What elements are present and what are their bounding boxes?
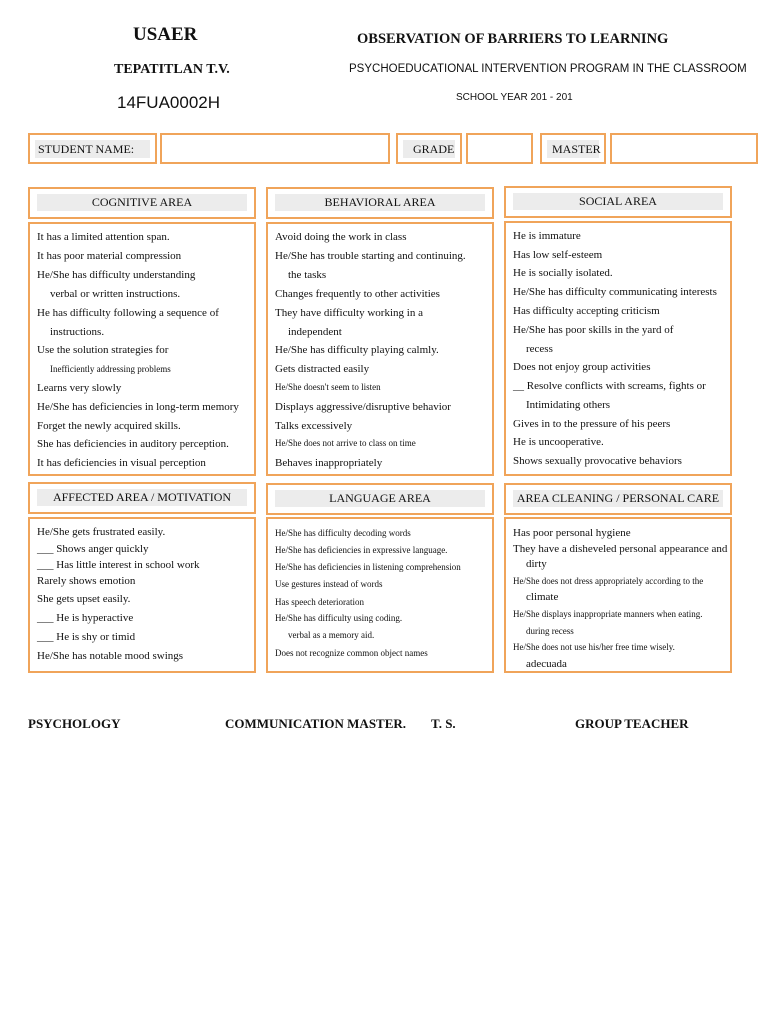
list-item: She has deficiencies in auditory perception. <box>37 438 229 450</box>
org-title: USAER <box>133 24 198 45</box>
list-item: independent <box>288 326 342 338</box>
list-item: dirty <box>526 558 547 570</box>
social-area-header <box>504 186 732 218</box>
list-item: ___ Has little interest in school work <box>37 559 200 571</box>
social-area-list <box>504 221 732 476</box>
list-item: It has poor material compression <box>37 250 182 262</box>
behavioral-area-list <box>266 222 494 476</box>
list-item: Use the solution strategies for <box>37 344 169 356</box>
master-label: MASTER <box>547 140 599 158</box>
list-item: climate <box>526 591 559 603</box>
list-item: Avoid doing the work in class <box>275 231 407 243</box>
list-item: __ Resolve conflicts with screams, fights or <box>513 380 706 392</box>
cognitive-area-list <box>28 222 256 476</box>
school-code: 14FUA0002H <box>117 93 221 112</box>
list-item: He is socially isolated. <box>513 267 613 279</box>
master-field[interactable] <box>610 133 758 164</box>
list-item: He/She has trouble starting and continuing. <box>275 250 466 262</box>
care-area-header <box>504 483 732 515</box>
list-item: Inefficiently addressing problems <box>50 364 171 374</box>
list-item: He/She has notable mood swings <box>37 650 184 662</box>
list-item: verbal as a memory aid. <box>288 630 375 640</box>
list-item: the tasks <box>288 269 327 281</box>
language-area-title: LANGUAGE AREA <box>275 490 485 507</box>
grade-label: GRADE <box>403 140 455 158</box>
list-item: He is immature <box>513 230 581 242</box>
list-item: Changes frequently to other activities <box>275 288 440 300</box>
language-area-list <box>266 517 494 673</box>
list-item: He is uncooperative. <box>513 436 604 448</box>
behavioral-area-header <box>266 187 494 219</box>
list-item: They have a disheveled personal appearance and <box>513 543 728 555</box>
list-item: Behaves inappropriately <box>275 457 383 469</box>
school-year: SCHOOL YEAR 201 - 201 <box>456 92 573 103</box>
signature-communication-master: COMMUNICATION MASTER. <box>225 716 407 731</box>
social-area-title: SOCIAL AREA <box>513 193 723 210</box>
list-item: Forget the newly acquired skills. <box>37 420 181 432</box>
list-item: Shows sexually provocative behaviors <box>513 455 682 467</box>
list-item: He/She has deficiencies in expressive language. <box>275 545 448 555</box>
master-label-box <box>540 133 606 164</box>
list-item: verbal or written instructions. <box>50 288 181 300</box>
signature-ts: T. S. <box>431 716 456 731</box>
cognitive-area-title: COGNITIVE AREA <box>37 194 247 211</box>
student-name-field[interactable] <box>160 133 390 164</box>
list-item: Talks excessively <box>275 420 353 432</box>
document-title: OBSERVATION OF BARRIERS TO LEARNING <box>357 31 669 47</box>
list-item: ___ Shows anger quickly <box>37 543 149 555</box>
list-item: Rarely shows emotion <box>37 575 136 587</box>
list-item: Has low self-esteem <box>513 249 603 261</box>
care-area-title: AREA CLEANING / PERSONAL CARE <box>513 490 723 507</box>
list-item: during recess <box>526 626 574 636</box>
list-item: He/She has poor skills in the yard of <box>513 324 674 336</box>
list-item: instructions. <box>50 326 105 338</box>
location-label: TEPATITLAN T.V. <box>114 62 230 77</box>
affected-area-list <box>28 517 256 673</box>
student-name-label: STUDENT NAME: <box>35 140 150 158</box>
care-area-list <box>504 517 732 673</box>
list-item: He has difficulty following a sequence of <box>37 307 219 319</box>
list-item: Does not enjoy group activities <box>513 361 651 373</box>
list-item: He/She does not dress appropriately according to the <box>513 576 704 586</box>
list-item: Intimidating others <box>526 399 611 411</box>
list-item: adecuada <box>526 658 567 670</box>
affected-area-header <box>28 482 256 514</box>
list-item: Has poor personal hygiene <box>513 527 631 539</box>
list-item: She gets upset easily. <box>37 593 131 605</box>
cognitive-area-header <box>28 187 256 219</box>
list-item: Has speech deterioration <box>275 597 364 607</box>
grade-field[interactable] <box>466 133 533 164</box>
list-item: ___ He is shy or timid <box>37 631 136 643</box>
signature-psychology: PSYCHOLOGY <box>28 716 121 731</box>
list-item: He/She gets frustrated easily. <box>37 526 166 538</box>
list-item: Displays aggressive/disruptive behavior <box>275 401 451 413</box>
list-item: He/She has difficulty understanding <box>37 269 196 281</box>
list-item: He/She has difficulty decoding words <box>275 528 411 538</box>
list-item: recess <box>526 343 553 355</box>
program-subtitle: PSYCHOEDUCATIONAL INTERVENTION PROGRAM IN THE CLASSROOM <box>349 63 747 75</box>
affected-area-title: AFFECTED AREA / MOTIVATION <box>37 489 247 506</box>
student-name-label-box <box>28 133 157 164</box>
list-item: He/She has difficulty communicating interests <box>513 286 717 298</box>
list-item: He/She has difficulty playing calmly. <box>275 344 439 356</box>
list-item: He/She has deficiencies in long-term memory <box>37 401 239 413</box>
list-item: Use gestures instead of words <box>275 579 383 589</box>
list-item: Gives in to the pressure of his peers <box>513 418 671 430</box>
list-item: Gets distracted easily <box>275 363 370 375</box>
list-item: He/She does not arrive to class on time <box>275 438 416 448</box>
list-item: He/She doesn't seem to listen <box>275 382 381 392</box>
behavioral-area-title: BEHAVIORAL AREA <box>275 194 485 211</box>
grade-label-box <box>396 133 462 164</box>
signature-group-teacher: GROUP TEACHER <box>575 716 689 731</box>
list-item: Has difficulty accepting criticism <box>513 305 660 317</box>
list-item: They have difficulty working in a <box>275 307 423 319</box>
list-item: It has deficiencies in visual perception <box>37 457 206 469</box>
list-item: Does not recognize common object names <box>275 648 428 658</box>
list-item: He/She has deficiencies in listening comprehension <box>275 562 461 572</box>
list-item: Learns very slowly <box>37 382 122 394</box>
language-area-header <box>266 483 494 515</box>
list-item: ___ He is hyperactive <box>37 612 134 624</box>
list-item: He/She displays inappropriate manners when eating. <box>513 609 703 619</box>
list-item: It has a limited attention span. <box>37 231 170 243</box>
list-item: He/She has difficulty using coding. <box>275 613 403 623</box>
list-item: He/She does not use his/her free time wisely. <box>513 642 675 652</box>
